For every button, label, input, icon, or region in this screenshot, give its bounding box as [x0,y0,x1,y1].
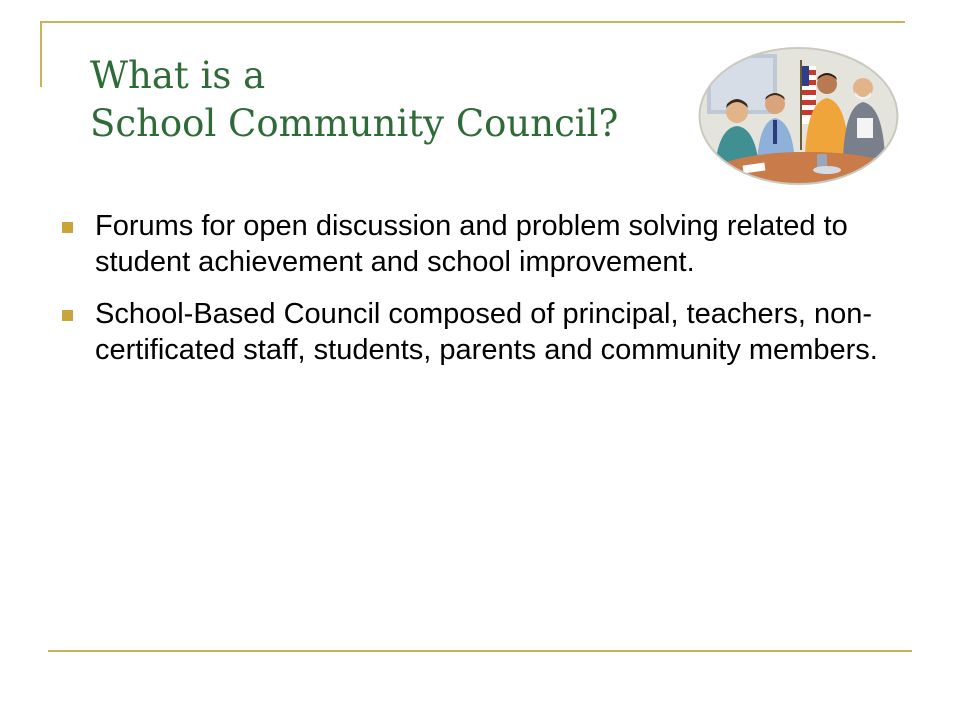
bullet-item [62,208,922,280]
bullet-square-icon [62,222,73,233]
bullet-item [62,296,922,368]
bullet-list [62,208,922,384]
top-rule [40,21,905,23]
bullet-text: School-Based Council composed of principal, teachers, non-certificated staff, students, parents and community members. [95,298,878,366]
bullet-square-icon [62,310,73,321]
title-line-1: What is a [90,54,266,97]
bullet-text: Forums for open discussion and problem solving related to student achievement and school improvement. [95,210,848,278]
left-rule [40,21,42,87]
slide-title [90,52,618,148]
meeting-clipart-icon [697,46,900,186]
bottom-rule [48,650,912,652]
title-line-2: School Community Council? [90,102,619,145]
